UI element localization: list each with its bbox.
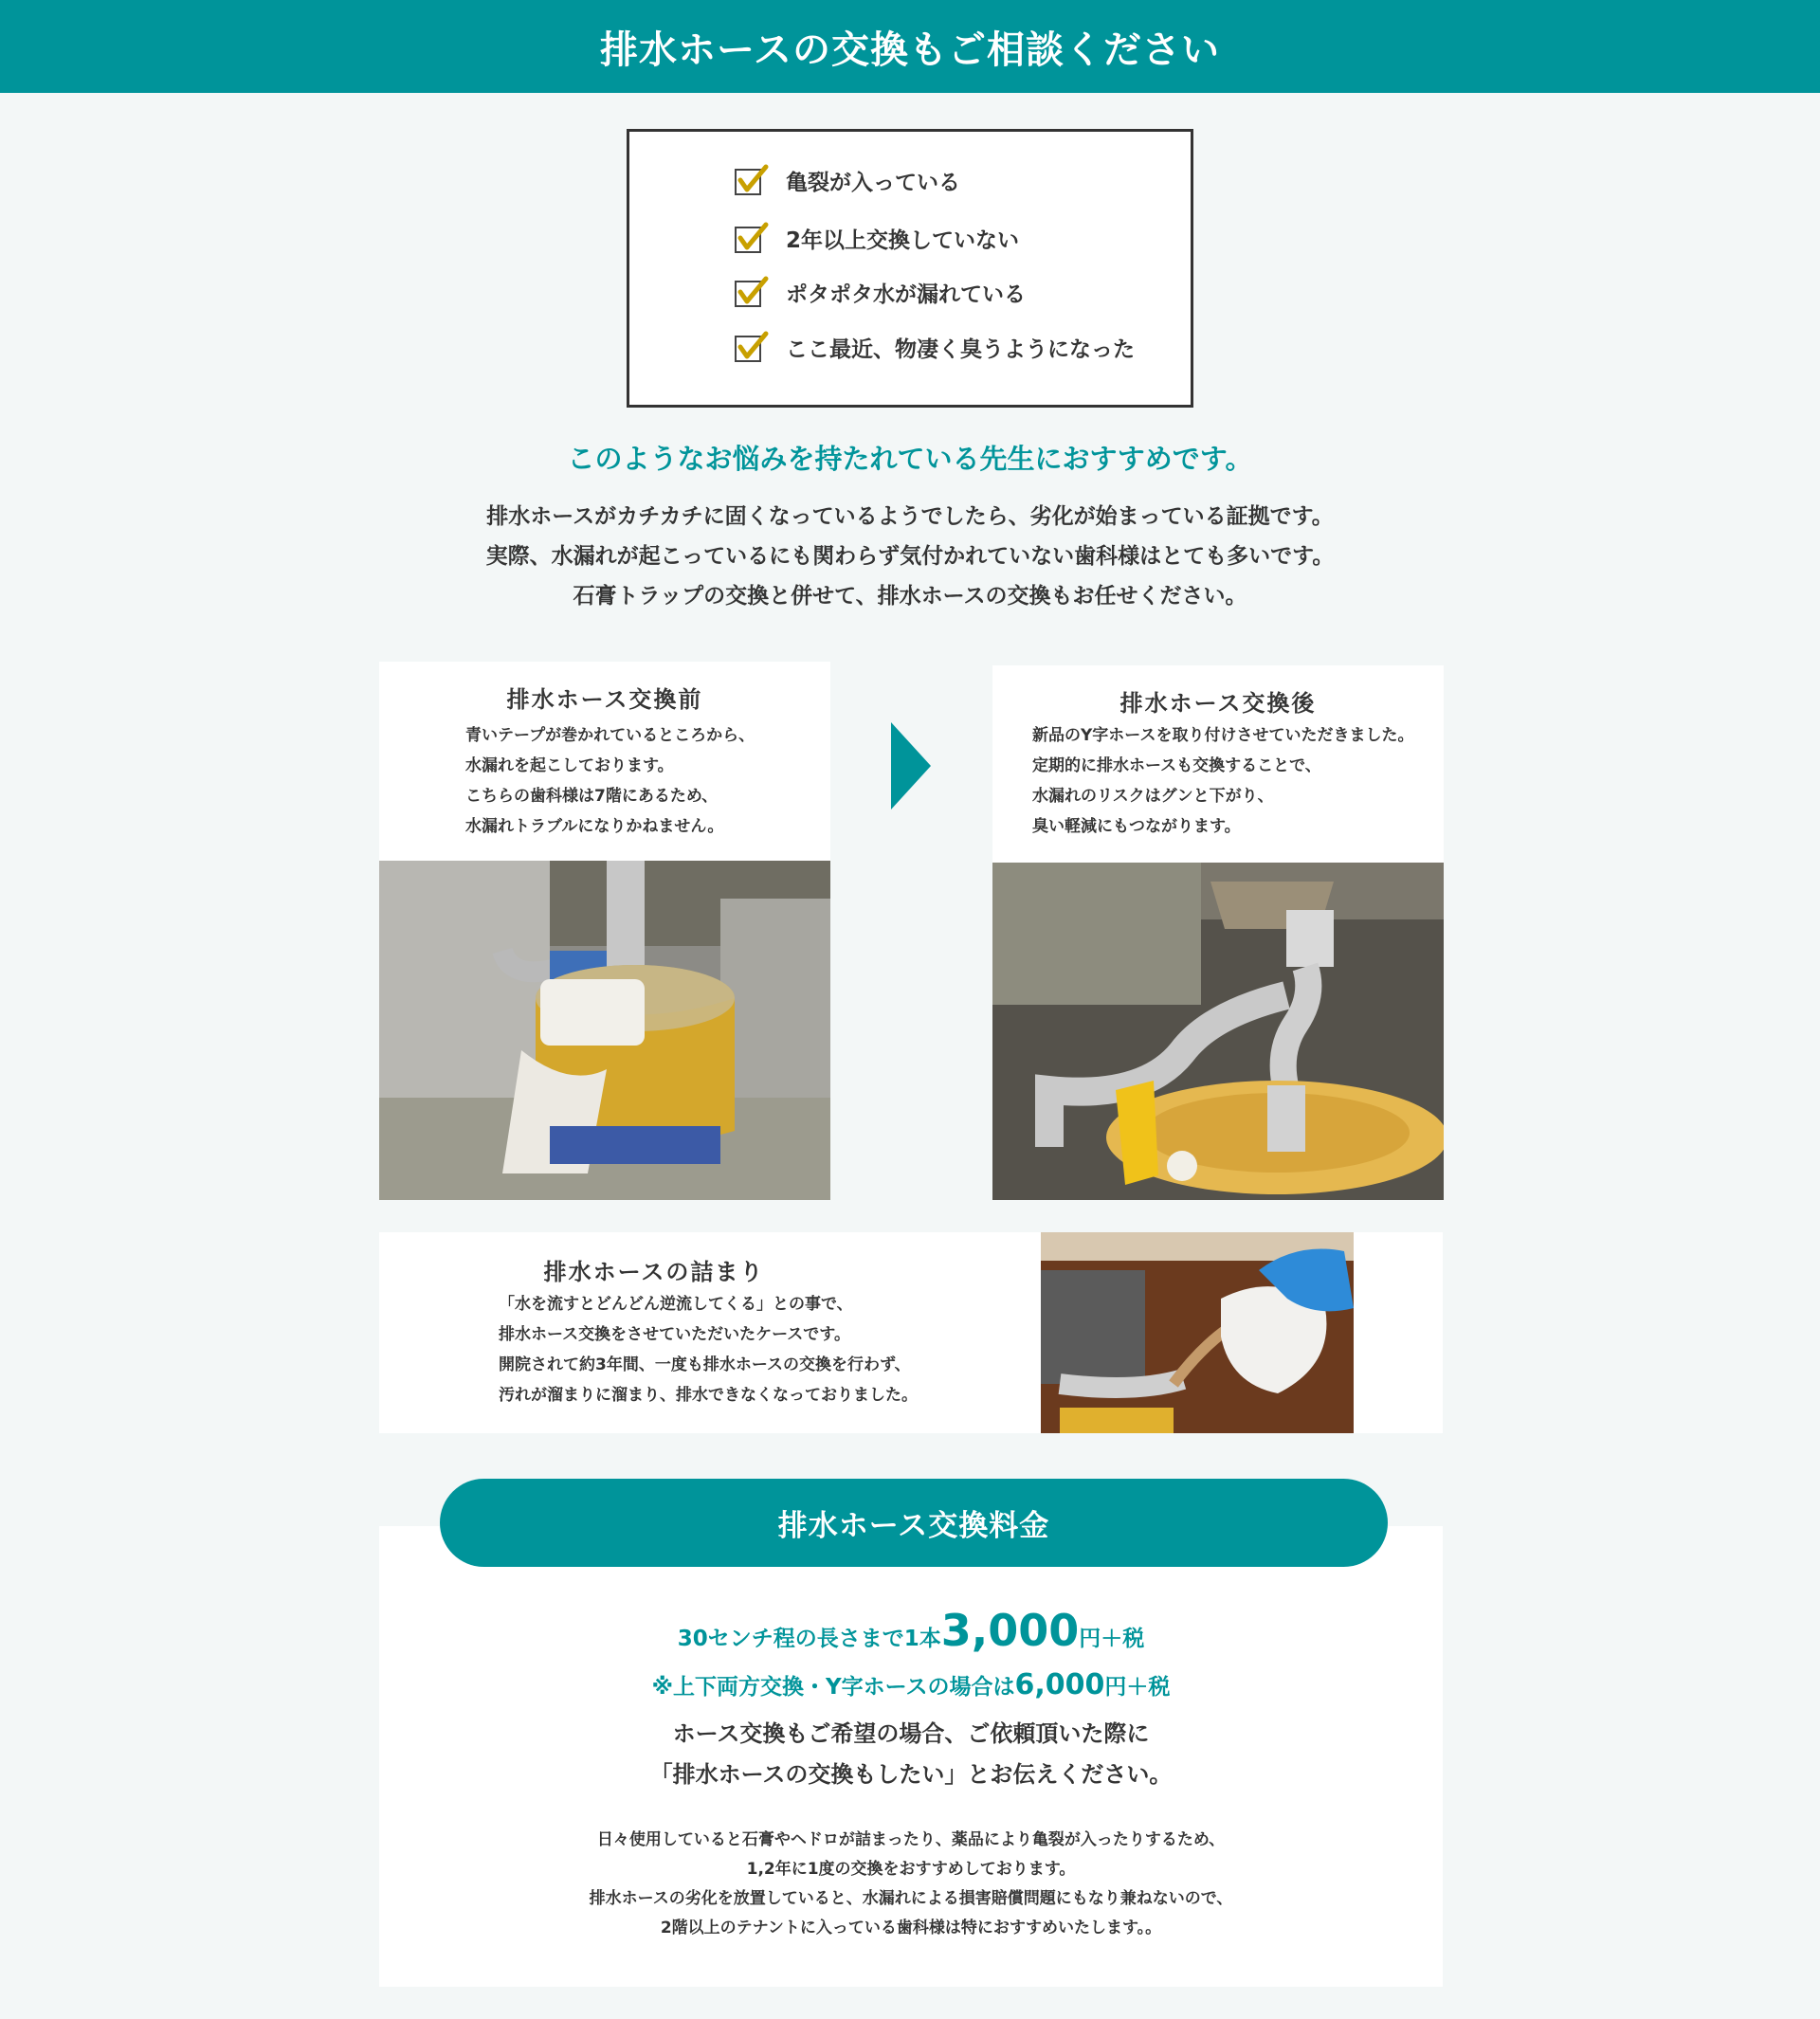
checklist-item-text: 亀裂が入っている	[786, 170, 960, 195]
checklist-item	[734, 331, 1135, 363]
checkbox-checked-icon	[734, 331, 769, 363]
price-both-prefix: ※上下両方交換・Y字ホースの場合は	[651, 1675, 1015, 1700]
before-photo	[379, 861, 830, 1200]
pricing-footer-line: 日々使用していると石膏やヘドロが詰まったり、薬品により亀裂が入ったりするため、	[596, 1830, 1226, 1849]
intro-line: 排水ホースがカチカチに固くなっているようでしたら、劣化が始まっている証拠です。	[486, 504, 1334, 529]
price-both-amount: 6,000	[1014, 1668, 1105, 1701]
checkbox-checked-icon	[734, 164, 769, 196]
price-standard-prefix: 30センチ程の長さまで1本	[677, 1627, 941, 1651]
after-line: 定期的に排水ホースも交換することで、	[1032, 756, 1321, 775]
clog-photo	[1041, 1232, 1354, 1433]
price-line-standard	[379, 1605, 1443, 1656]
price-both-suffix: 円＋税	[1104, 1675, 1171, 1700]
after-card	[992, 665, 1444, 1200]
checklist-item	[734, 276, 1026, 308]
checkbox-checked-icon	[734, 276, 769, 308]
before-description	[465, 720, 755, 842]
before-line: 水漏れトラブルになりかねません。	[465, 817, 724, 836]
pricing-note-line: 「排水ホースの交換もしたい」とお伝えください。	[649, 1761, 1173, 1788]
price-line-both	[379, 1668, 1443, 1701]
arrow-right-icon	[891, 722, 931, 809]
pricing-title: 排水ホース交換料金	[777, 1509, 1050, 1543]
clog-description	[499, 1289, 918, 1410]
before-line: こちらの歯科様は7階にあるため、	[465, 787, 719, 806]
checklist-item-text: 2年以上交換していない	[786, 227, 1020, 253]
clog-title: 排水ホースの詰まり	[543, 1259, 765, 1285]
pricing-note	[379, 1714, 1443, 1795]
section-header	[0, 0, 1820, 93]
after-line: 新品のY字ホースを取り付けさせていただきました。	[1032, 726, 1414, 745]
checkbox-checked-icon	[734, 222, 769, 254]
after-photo	[992, 863, 1444, 1200]
clog-line: 汚れが溜まりに溜まり、排水できなくなっておりました。	[499, 1386, 918, 1405]
clog-line: 「水を流すとどんどん逆流してくる」との事で、	[499, 1295, 853, 1314]
intro-line: 石膏トラップの交換と併せて、排水ホースの交換もお任せください。	[573, 584, 1247, 609]
after-description	[1032, 720, 1413, 842]
checklist-item-text: ポタポタ水が漏れている	[786, 282, 1026, 307]
pricing-footer-line: 排水ホースの劣化を放置していると、水漏れによる損害賠償問題にもなり兼ねないので、	[589, 1889, 1233, 1908]
price-standard-suffix: 円＋税	[1079, 1627, 1145, 1651]
after-title: 排水ホース交換後	[1119, 690, 1317, 717]
recommendation-lead: このようなお悩みを持たれている先生におすすめです。	[567, 443, 1253, 475]
pricing-footer-line: 2階以上のテナントに入っている歯科様は特におすすめいたします。。	[660, 1919, 1162, 1937]
pricing-card	[379, 1526, 1443, 1987]
intro-text	[0, 497, 1820, 616]
before-title: 排水ホース交換前	[506, 686, 703, 713]
section-title: 排水ホースの交換もご相談ください	[600, 27, 1220, 72]
intro-line: 実際、水漏れが起こっているにも関わらず気付かれていない歯科様はとても多いです。	[485, 544, 1335, 569]
checklist-item-text: ここ最近、物凄く臭うようになった	[786, 336, 1135, 362]
before-card	[379, 662, 830, 1200]
pricing-note-line: ホース交換もご希望の場合、ご依頼頂いた際に	[672, 1720, 1150, 1747]
checklist-box	[627, 129, 1193, 408]
checklist-item	[734, 222, 1019, 254]
after-line: 臭い軽減にもつながります。	[1032, 817, 1241, 836]
clog-card	[379, 1232, 1443, 1433]
before-line: 水漏れを起こしております。	[465, 756, 674, 775]
clog-line: 排水ホース交換をさせていただいたケースです。	[499, 1325, 850, 1344]
after-line: 水漏れのリスクはグンと下がり、	[1032, 787, 1274, 806]
pricing-footer	[379, 1826, 1443, 1943]
clog-line: 開院されて約3年間、一度も排水ホースの交換を行わず、	[499, 1355, 911, 1374]
checklist-item	[734, 164, 960, 196]
pricing-footer-line: 1,2年に1度の交換をおすすめしております。	[746, 1860, 1076, 1879]
before-line: 青いテープが巻かれているところから、	[465, 726, 755, 745]
price-standard-amount: 3,000	[940, 1605, 1080, 1656]
pricing-title-pill	[440, 1479, 1388, 1567]
